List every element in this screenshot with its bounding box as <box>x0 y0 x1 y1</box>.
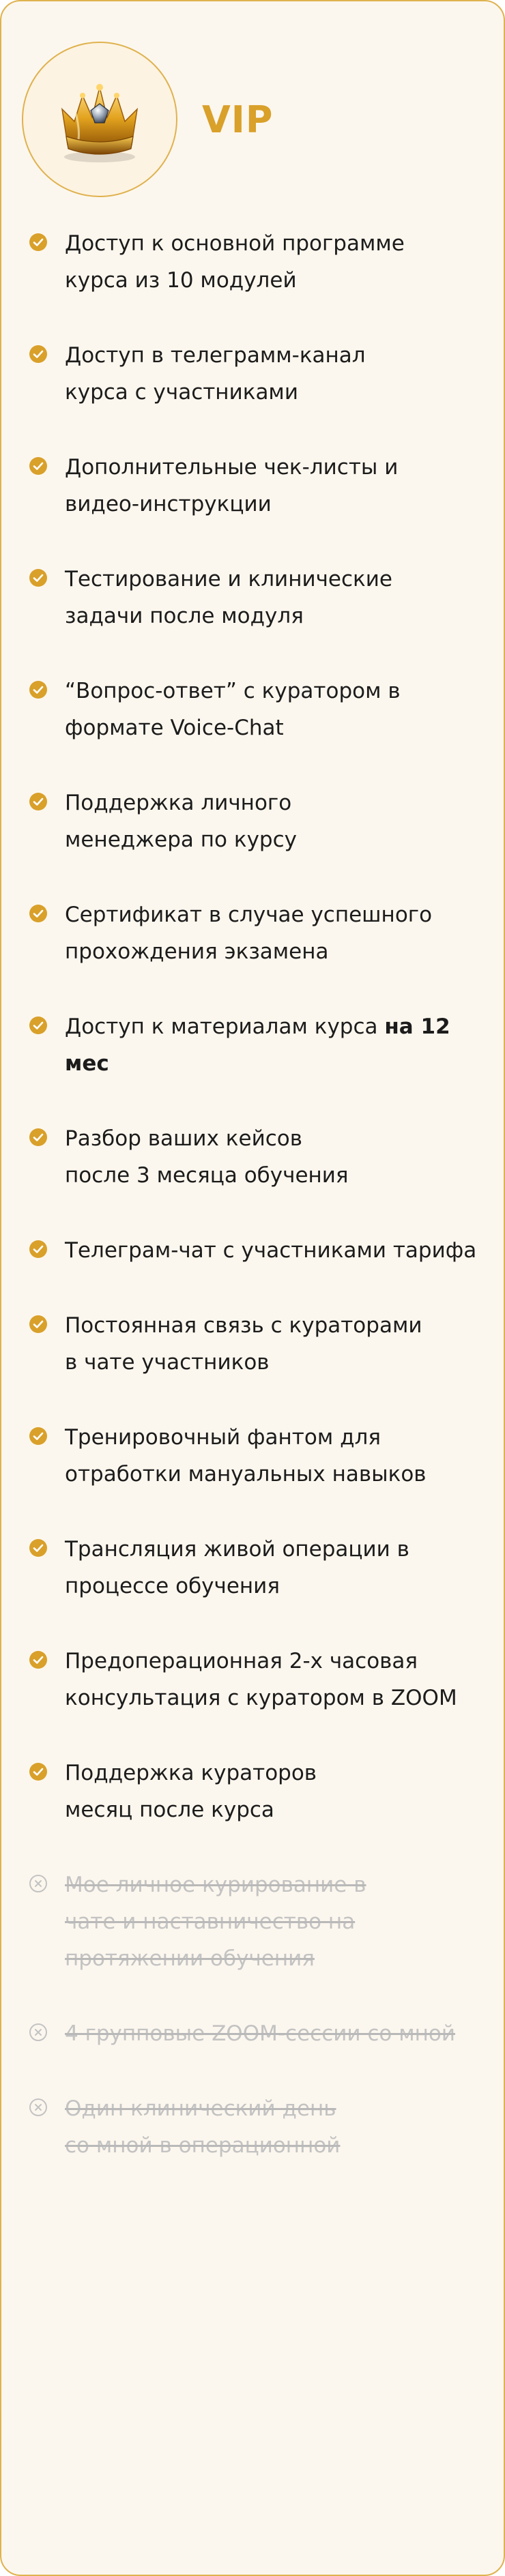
check-circle-icon <box>29 1128 48 1147</box>
check-circle-icon <box>29 1650 48 1669</box>
feature-item-included <box>29 1232 500 1269</box>
check-circle-icon <box>29 1426 48 1446</box>
feature-text <box>65 896 432 970</box>
feature-item-included <box>29 673 500 746</box>
feature-label: Доступ к материалам курса <box>65 1014 385 1039</box>
check-circle-icon <box>29 1762 48 1781</box>
check-circle-icon <box>29 568 48 587</box>
feature-text <box>65 2090 340 2164</box>
feature-text <box>65 1531 409 1605</box>
feature-item-included <box>29 1643 500 1716</box>
check-circle-icon <box>29 792 48 811</box>
check-circle-icon <box>29 345 48 364</box>
feature-text <box>65 2015 455 2052</box>
feature-label: Поддержка кураторов месяц после курса <box>65 1761 317 1822</box>
feature-item-included <box>29 896 500 970</box>
check-circle-icon <box>29 1315 48 1334</box>
feature-label: Доступ к основной программе курса из 10 модулей <box>65 231 405 293</box>
feature-item-excluded <box>29 2090 500 2164</box>
x-circle-icon <box>29 2098 48 2117</box>
feature-label: Один клинический день со мной в операционной <box>65 2096 341 2158</box>
feature-text <box>65 225 405 299</box>
check-circle-icon <box>29 1240 48 1259</box>
feature-item-included <box>29 561 500 634</box>
crown-badge <box>22 42 177 197</box>
check-circle-icon <box>29 456 48 475</box>
feature-text <box>65 449 398 523</box>
feature-item-included <box>29 225 500 299</box>
check-circle-icon <box>29 1016 48 1035</box>
feature-list <box>29 225 500 2202</box>
feature-item-included <box>29 1120 500 1194</box>
feature-highlight: на 12 мес <box>65 1014 450 1076</box>
feature-text <box>65 1307 422 1381</box>
feature-label: 4 групповые ZOOM-сессии со мной <box>65 2021 456 2046</box>
check-circle-icon <box>29 233 48 252</box>
feature-label: Трансляция живой операции в процессе обучения <box>65 1537 409 1598</box>
feature-text <box>65 1643 457 1716</box>
check-circle-icon <box>29 680 48 699</box>
crown-icon <box>48 68 151 171</box>
x-circle-icon <box>29 2023 48 2042</box>
feature-item-included <box>29 337 500 411</box>
feature-label: Поддержка личного менеджера по курсу <box>65 791 297 852</box>
x-circle-icon <box>29 1874 48 1893</box>
feature-item-included <box>29 1419 500 1493</box>
feature-item-included <box>29 1008 500 1082</box>
feature-item-included <box>29 1307 500 1381</box>
feature-label: Сертификат в случае успешного прохождения экзамена <box>65 903 433 964</box>
feature-label: Разбор ваших кейсов после 3 месяца обучения <box>65 1126 349 1188</box>
feature-text <box>65 1419 427 1493</box>
feature-text <box>65 1755 317 1828</box>
feature-text <box>65 785 297 858</box>
feature-text <box>65 1008 500 1082</box>
feature-item-included <box>29 1755 500 1828</box>
feature-text <box>65 1867 366 1977</box>
feature-text <box>65 673 401 746</box>
feature-item-included <box>29 785 500 858</box>
feature-label: Мое личное курирование в чате и наставничество на протяжении обучения <box>65 1873 366 1971</box>
feature-item-excluded <box>29 2015 500 2052</box>
check-circle-icon <box>29 1538 48 1557</box>
feature-label: Тестирование и клинические задачи после модуля <box>65 567 392 628</box>
feature-text <box>65 1120 349 1194</box>
plan-title: VIP <box>202 98 274 141</box>
feature-item-included <box>29 1531 500 1605</box>
feature-text <box>65 1232 476 1269</box>
feature-label: Дополнительные чек-листы и видео-инструкции <box>65 455 399 516</box>
feature-label: “Вопрос-ответ” с куратором в формате Voice-Chat <box>65 679 401 740</box>
feature-label: Тренировочный фантом для отработки мануальных навыков <box>65 1425 427 1487</box>
check-circle-icon <box>29 904 48 923</box>
plan-header <box>22 40 273 199</box>
feature-text <box>65 561 392 634</box>
feature-item-included <box>29 449 500 523</box>
feature-label: Предоперационная 2-х часовая консультация с куратором в ZOOM <box>65 1649 457 1710</box>
feature-item-excluded <box>29 1867 500 1977</box>
feature-text <box>65 337 366 411</box>
feature-label: Постоянная связь с кураторами в чате участников <box>65 1313 422 1375</box>
feature-label: Телеграм-чат с участниками тарифа <box>65 1238 477 1263</box>
feature-label: Доступ в телеграмм-канал курса с участниками <box>65 343 366 405</box>
